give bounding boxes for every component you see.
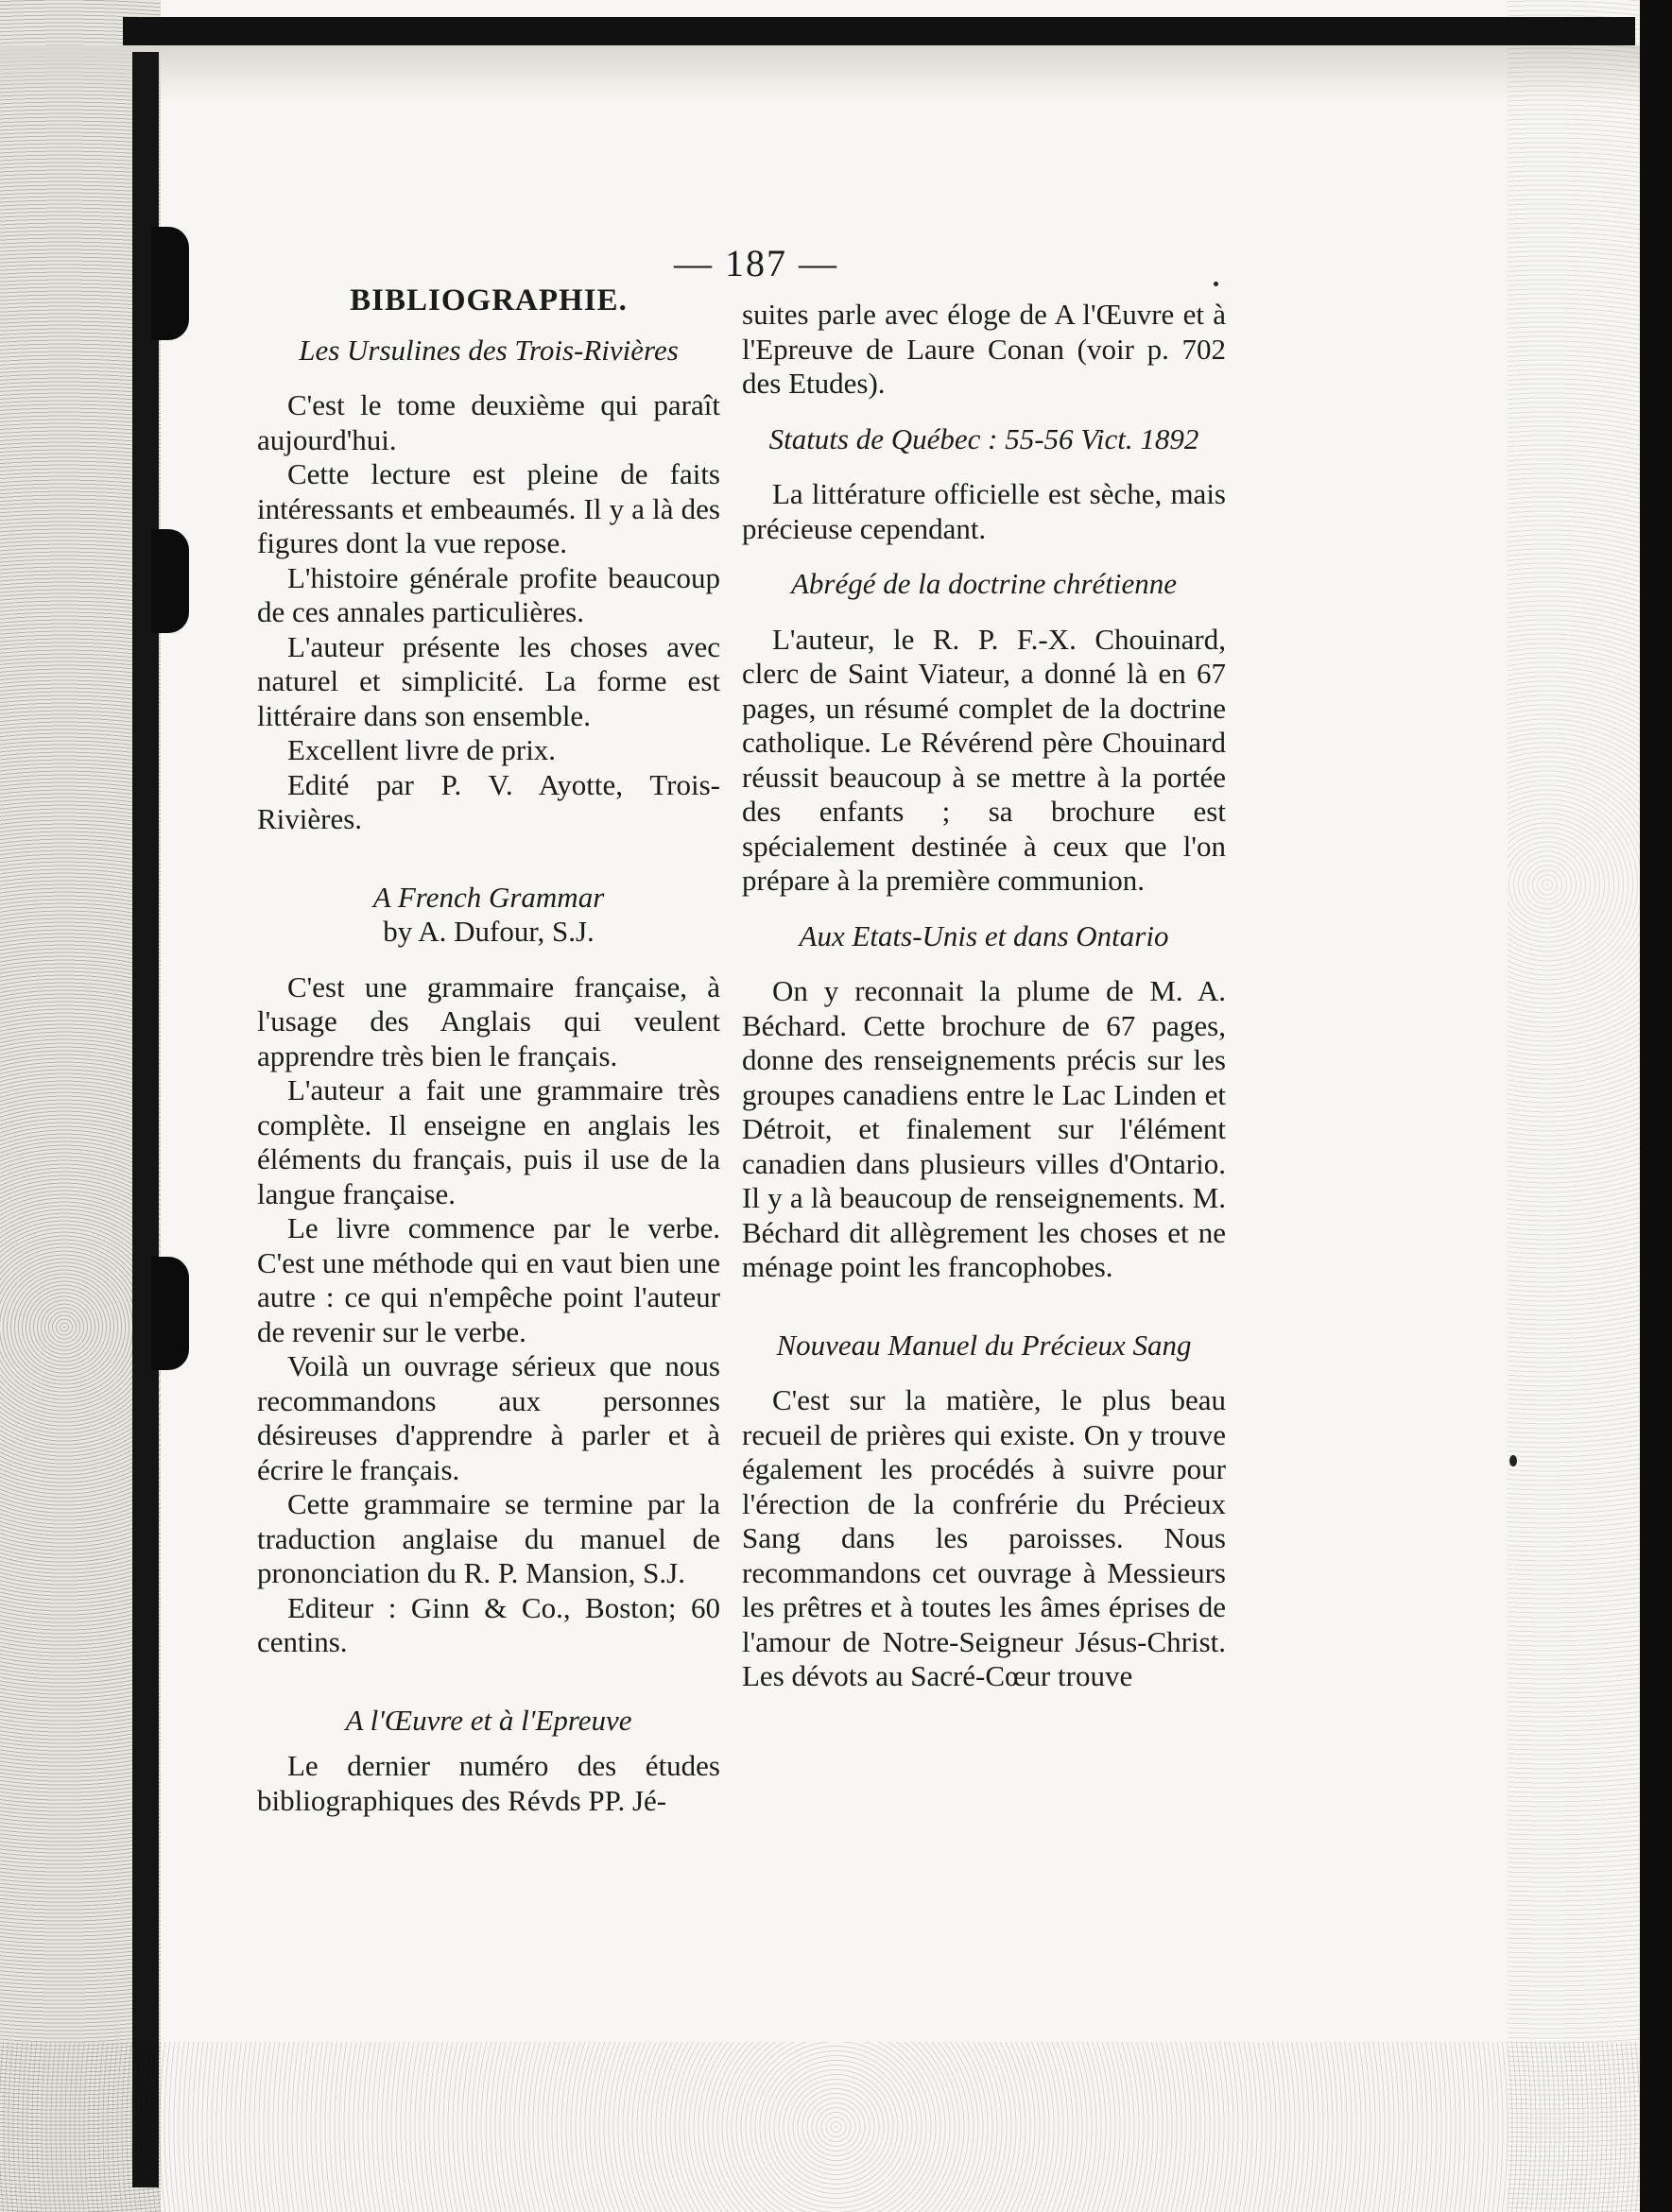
paragraph: L'histoire générale profite beaucoup de ces annales particulières. [257, 560, 720, 628]
book-spine-shadow [132, 52, 159, 2187]
paragraph: On y reconnait la plume de M. A. Béchard. Cette brochure de 67 pages, donne des renseignements précis sur les groupes canadiens entre le Lac Linden et Détroit, et finalement sur l'élément canadien dans plusieurs villes d'Ontario. Il y a là beaucoup de renseignements. M. Béchard dit allègrement les choses et ne ménage point les francophobes. [742, 974, 1226, 1283]
paragraph: L'auteur, le R. P. F.-X. Chouinard, clerc de Saint Viateur, a donné là en 67 pages, un résumé complet de la doctrine catholique. Le Révérend père Chouinard réussit beaucoup à se mettre à la portée des enfants ; sa brochure est spécialement destinée à ceux que l'on prépare à la première communion. [742, 622, 1226, 897]
ink-speck [1214, 282, 1218, 286]
section-title: BIBLIOGRAPHIE. [350, 283, 628, 317]
article-heading: Nouveau Manuel du Précieux Sang [776, 1328, 1192, 1362]
paragraph: La littérature officielle est sèche, mais précieuse cependant. [742, 477, 1226, 545]
paragraph: Cette grammaire se termine par la traduction anglaise du manuel de prononciation du R. P. Mansion, S.J. [257, 1487, 720, 1589]
scan-bottom-noise [0, 2042, 1672, 2212]
page-number: — 187 — [674, 242, 838, 284]
spine-notch [151, 227, 189, 340]
paragraph: L'auteur présente les choses avec naturel et simplicité. La forme est littéraire dans son ensemble. [257, 629, 720, 732]
article-heading: A French Grammar [372, 880, 605, 914]
paragraph: C'est une grammaire française, à l'usage des Anglais qui veulent apprendre très bien le français. [257, 969, 720, 1072]
scan-top-border [123, 17, 1635, 45]
paragraph: Voilà un ouvrage sérieux que nous recommandons aux personnes désireuses d'apprendre à parler et à écrire le français. [257, 1349, 720, 1486]
paragraph: Excellent livre de prix. [287, 733, 557, 766]
paragraph: suites parle avec éloge de A l'Œuvre et à l'Epreuve de Laure Conan (voir p. 702 des Etudes). [742, 298, 1226, 400]
paragraph: Le dernier numéro des études bibliographiques des Révds PP. Jé- [257, 1749, 720, 1817]
spine-notch [151, 529, 189, 633]
paragraph: L'auteur a fait une grammaire très complète. Il enseigne en anglais les éléments du français, puis il use de la langue française. [257, 1073, 720, 1210]
article-heading: Abrégé de la doctrine chrétienne [790, 567, 1178, 600]
article-byline: by A. Dufour, S.J. [383, 915, 595, 948]
paragraph: Editeur : Ginn & Co., Boston; 60 centins. [257, 1590, 720, 1658]
paragraph: Cette lecture est pleine de faits intéressants et embeaumés. Il y a là des figures dont la vue repose. [257, 457, 720, 559]
paragraph: C'est le tome deuxième qui paraît aujourd'hui. [257, 388, 720, 456]
right-column [742, 298, 1226, 1694]
paragraph: Le livre commence par le verbe. C'est une méthode qui en vaut bien une autre : ce qui n'empêche point l'auteur de revenir sur le verbe. [257, 1211, 720, 1348]
scan-right-border [1640, 0, 1672, 2212]
spine-notch [151, 1257, 189, 1370]
paragraph: Edité par P. V. Ayotte, Trois-Rivières. [257, 767, 720, 835]
scan-top-shadow [0, 45, 1672, 102]
article-heading: Les Ursulines des Trois-Rivières [299, 333, 679, 367]
paragraph: C'est sur la matière, le plus beau recueil de prières qui existe. On y trouve également les procédés à suivre pour l'érection de la confrérie du Précieux Sang dans les paroisses. Nous recommandons cet ouvrage à Messieurs les prêtres et à toutes les âmes éprises de l'amour de Notre-Seigneur Jésus-Christ. Les dévots au Sacré-Cœur trouve [742, 1383, 1226, 1692]
article-heading: A l'Œuvre et à l'Epreuve [345, 1703, 632, 1737]
left-column [257, 283, 720, 1818]
article-heading: Aux Etats-Unis et dans Ontario [799, 918, 1169, 952]
ink-speck [1509, 1455, 1517, 1466]
article-heading: Statuts de Québec : 55-56 Vict. 1892 [768, 421, 1199, 455]
scan-right-noise [1508, 0, 1640, 2212]
